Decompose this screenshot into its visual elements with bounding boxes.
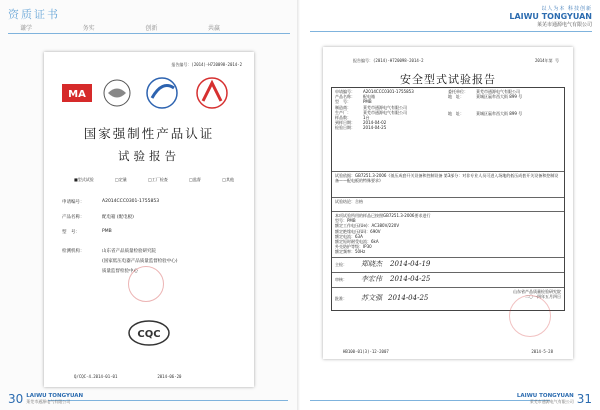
info-key: 样品数：	[335, 115, 351, 121]
nav-item: 创新	[145, 25, 158, 32]
official-seal-icon	[128, 266, 164, 302]
param-line: 型号：PMB	[335, 218, 356, 224]
field-row	[62, 258, 178, 264]
brand-slogan: 以人为本 科技创新	[541, 6, 592, 12]
info-value: A2014CCC0301-1755853	[363, 89, 414, 94]
field-label: 产品名称：	[62, 215, 85, 220]
field-value: 质量监督检验中心	[102, 269, 138, 274]
left-footer	[8, 393, 83, 405]
footer-brand: LAIWU TONGYUAN	[516, 393, 574, 399]
standard-text: GB7251.3-2006《低压成套开关设备和控制设备 第3部分：对非专业人员可进入场地的低压成套开关设备和控制设备——配电板的特殊要求》	[335, 173, 559, 184]
param-line: 额定频率：50Hz	[335, 249, 366, 255]
test-type-checkboxes	[74, 177, 234, 183]
field-value: A2014CCC0301-1755853	[102, 199, 160, 204]
info-value: 莱芜市通源电气有限公司	[363, 109, 407, 115]
check-option: □监督	[189, 177, 201, 182]
info-key: 产品名称：	[335, 94, 355, 100]
check-option: □工厂检查	[148, 177, 168, 182]
official-seal-icon	[509, 295, 551, 337]
sheet-footer	[74, 374, 181, 379]
info-value: 2014-04-25	[363, 125, 387, 131]
svg-text:MA: MA	[68, 89, 86, 100]
form-code: HB100-01(3)-12-2007	[343, 349, 389, 354]
info-key: 地 址：	[448, 111, 464, 117]
check-option: ■型式试验	[74, 177, 94, 182]
info-value: 莱芜市通源电气有限公司	[476, 89, 520, 94]
right-page	[300, 0, 600, 410]
info-key: 到样日期：	[335, 120, 355, 126]
footer-brand: LAIWU TONGYUAN	[26, 393, 84, 399]
cqc-mark-icon	[128, 320, 170, 346]
param-line: 额定电流：63A	[335, 233, 363, 239]
nav-item: 共赢	[207, 25, 220, 32]
standard-label: 试验依据：	[335, 173, 355, 178]
cnas-logo-icon	[147, 78, 177, 108]
form-date: 2014-06-20	[157, 374, 182, 379]
field-value: PMB	[102, 229, 112, 234]
field-value: (国家低压电器产品质量监督检验中心)	[102, 259, 178, 264]
issuing-organization: 山东省产品质量检验研究院	[513, 289, 561, 294]
certificate-subtitle: 试验报告	[118, 149, 180, 163]
signature-role: 主检：	[335, 262, 347, 268]
info-key: 制造商：	[335, 104, 351, 110]
field-label: 申请编号：	[62, 200, 85, 205]
signature-date: 2014-04-19	[390, 260, 431, 269]
field-label: 检测机构：	[62, 249, 85, 254]
ccc-certificate-sheet	[44, 52, 254, 387]
field-row	[62, 268, 138, 274]
conclusion-value: 合格	[355, 199, 363, 204]
page-number: 31	[576, 392, 592, 406]
header-rule	[310, 31, 592, 32]
info-key: 委托单位：	[448, 89, 468, 94]
header-nav	[20, 23, 220, 31]
info-key: 生产厂：	[335, 109, 351, 115]
safety-test-report-sheet	[323, 47, 573, 359]
check-option: □其他	[222, 177, 234, 182]
field-row	[62, 229, 112, 235]
info-value: 2014-04-02	[363, 120, 387, 126]
signature-row	[332, 258, 564, 273]
signature-date: 2014-04-25	[390, 275, 431, 284]
section-title: 资质证书	[8, 8, 60, 21]
info-value: PMB	[363, 99, 372, 105]
form-date: 2014-5-28	[531, 349, 553, 354]
standard-section	[332, 172, 564, 198]
report-number: 报告编号：(2014)-H720098-2014-2	[353, 58, 424, 63]
param-line: 本项试验所用的样品已按照GB7251.3-2006要求进行	[335, 213, 431, 218]
field-label	[62, 258, 96, 264]
nav-item: 务实	[82, 25, 95, 32]
header-rule	[8, 33, 290, 34]
param-line: 额定短时耐受电流：6kA	[335, 239, 379, 245]
field-row	[62, 199, 159, 205]
signature-role: 批准：	[335, 296, 347, 302]
cqc-mark-text: CQC	[137, 329, 161, 340]
field-row	[62, 214, 134, 220]
info-key: 型 号：	[335, 99, 351, 105]
certificate-title: 国家强制性产品认证	[83, 126, 215, 141]
signature-name: 李宏伟	[361, 275, 382, 284]
brand-company: 莱芜市通源电气有限公司	[536, 22, 592, 28]
nav-item: 谦学	[20, 25, 33, 32]
field-row	[62, 248, 156, 254]
field-label	[62, 268, 96, 274]
page-number: 30	[8, 392, 24, 406]
footer-company: 莱芜市通源电气有限公司	[26, 399, 71, 404]
report-title: 安全型式试验报告	[400, 73, 496, 86]
signature-row	[332, 273, 564, 288]
footer-rule	[48, 400, 288, 401]
info-value: 莱城区嬴牟西大街 899 号	[476, 94, 523, 100]
issue-date: 二〇一四年五月四日	[525, 294, 561, 300]
conclusion-label: 试验结论：	[335, 199, 355, 204]
conclusion-section	[332, 198, 564, 212]
info-key: 检验日期：	[335, 125, 355, 131]
report-number: 报告编号：(2014)-H720098-2014-2	[171, 62, 242, 67]
info-value: 莱城区嬴牟西大街 899 号	[476, 111, 523, 117]
field-value: 配电箱 (配电板)	[102, 215, 134, 220]
cal-logo-icon	[197, 78, 227, 108]
param-line: 额定绝缘电压(Ui)：690V	[335, 228, 381, 234]
signature-role: 审核：	[335, 277, 347, 283]
field-value: 山东省产品质量检验研究院	[102, 249, 156, 254]
cma-logo-icon	[62, 84, 92, 102]
footer-company: 莱芜市通源电气有限公司	[529, 399, 574, 404]
signature-name: 郑晓杰	[361, 260, 382, 269]
info-key: 地 址：	[448, 94, 464, 100]
report-table	[331, 87, 565, 311]
param-line: 外壳防护等级：IP30	[335, 244, 372, 250]
brand-name: LAIWU TONGYUAN	[509, 12, 592, 21]
right-footer	[517, 393, 592, 405]
field-label: 型 号：	[62, 230, 80, 235]
info-key: 申请编号：	[335, 89, 355, 94]
info-value: 1台	[363, 115, 370, 121]
sheet-footer	[343, 349, 553, 354]
certification-logos	[62, 76, 237, 112]
check-option: □定量	[115, 177, 127, 182]
param-line: 额定工作电压(Ue)：AC380V/220V	[335, 223, 400, 229]
ilac-mra-logo-icon	[104, 80, 130, 106]
info-value: 莱芜市通源电气有限公司	[363, 104, 407, 110]
report-year: 2014年第 号	[534, 58, 559, 63]
signature-name: 苏文强	[361, 294, 382, 303]
params-section	[332, 212, 564, 258]
footer-rule	[310, 400, 550, 401]
brand-header	[509, 5, 592, 28]
info-value: 配电箱	[363, 94, 375, 100]
info-section	[332, 88, 564, 172]
signature-date: 2014-04-25	[388, 294, 429, 303]
form-code: Q/CQC-4.2014-01-01	[74, 374, 118, 379]
